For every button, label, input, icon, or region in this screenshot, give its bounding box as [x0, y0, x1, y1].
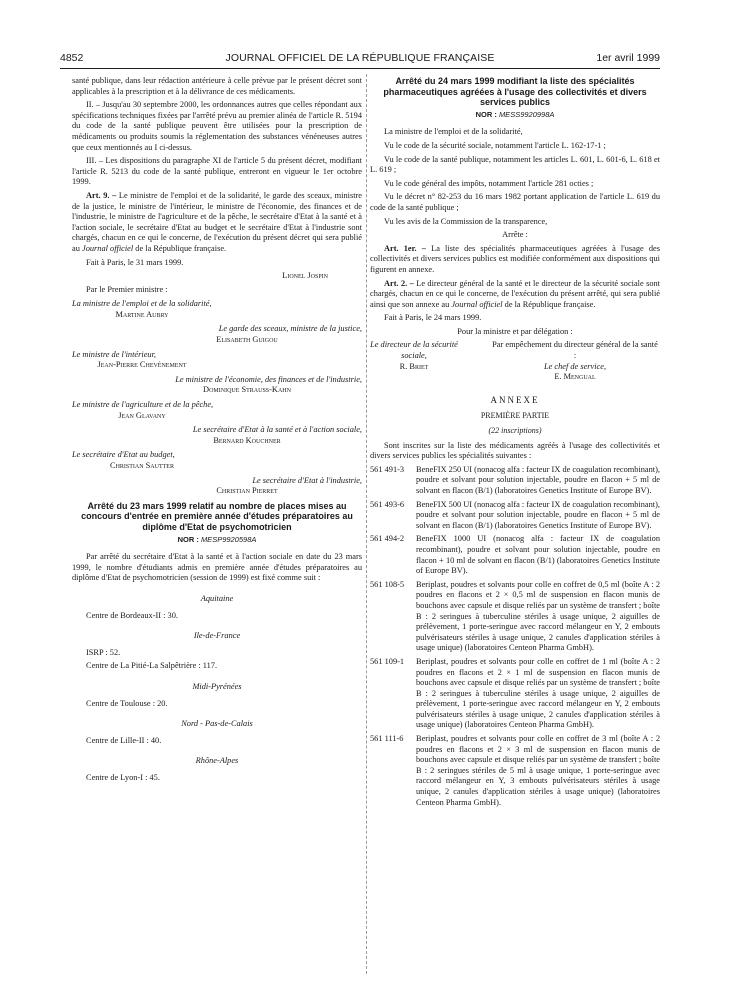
signature-block	[72, 324, 362, 345]
region-heading: Aquitaine	[200, 593, 234, 603]
medication-entry	[370, 580, 660, 654]
signature-role: Le ministre de l'agriculture et de la pêche,	[72, 400, 214, 410]
signature-name: Christian Pierret	[216, 486, 278, 496]
region-heading: Rhône-Alpes	[195, 756, 239, 766]
visa-line: La ministre de l'emploi et de la solidarité,	[384, 127, 523, 137]
signature-name: Christian Sautter	[110, 461, 174, 470]
signature-securite-sociale	[370, 340, 458, 382]
article-2	[370, 279, 660, 311]
signature-block	[72, 450, 362, 471]
signature-block	[72, 476, 362, 497]
medication-entry	[370, 657, 660, 731]
signature-role: Le ministre de l'économie, des finances et de l'industrie,	[175, 374, 362, 384]
signature-name: Jean Glavany	[118, 410, 166, 420]
part-heading: PREMIÈRE PARTIE	[480, 411, 550, 421]
centre-entry: Centre de Lille-II : 40.	[86, 735, 162, 745]
par-le-premier-ministre: Par le Premier ministre :	[86, 284, 168, 294]
medication-code: 561 108-5	[370, 579, 405, 589]
region-heading: Midi-Pyrénées	[192, 681, 242, 691]
signature-block	[72, 425, 362, 446]
article-2-end: de la République française.	[504, 299, 596, 309]
medication-code: 561 111-6	[370, 734, 404, 744]
visa-line: Vu le code de la sécurité sociale, notamment l'article L. 162-17-1 ;	[384, 140, 606, 150]
medication-description: Beriplast, poudres et solvants pour colle en coffret de 3 ml (boîte A : 2 poudres en flacons et 2 × 3 ml de suspension en flacon munis de bouchons avec capsule et disque reliés par un système de transfert ; boîte B : 2 seringues stériles de 5 ml à usage unique, 1 porte-seringue avec raccord mélangeur en Y, 3 embouts pulvérisateurs stériles à usage unique, 2 canules d'application stériles à usage unique) (laboratoires Centeon Pharma GmbH).	[416, 734, 660, 807]
article-1	[370, 244, 660, 276]
decree-2-nor	[72, 535, 362, 546]
visa-line: Vu le code général des impôts, notamment l'article 281 octies ;	[384, 178, 594, 188]
fait-a-paris: Fait à Paris, le 31 mars 1999.	[86, 257, 184, 267]
paragraph-ii: II. – Jusqu'au 30 septembre 2000, les ordonnances autres que celles répondant aux spécifications techniques fixées par l'arrêté prévu au premier alinéa de l'article R. 5194 du code de la santé publique peuvent être utilisées pour la prescription de médicaments ou produits soumis la réglementation des substances vénéneuses autres que ceux mentionnés au I ci-dessus.	[72, 100, 362, 152]
visas-list	[370, 127, 660, 227]
visa-line: Vu le décret n° 82-253 du 16 mars 1982 portant application de l'article L. 619 du code de la santé publique ;	[370, 192, 660, 212]
signature-block	[72, 299, 362, 320]
inscriptions-count: (22 inscriptions)	[488, 426, 542, 436]
region-heading: Nord - Pas-de-Calais	[181, 719, 253, 729]
paragraph-iii: III. – Les dispositions du paragraphe XI de l'article 5 du présent décret, modifiant l'article R. 5213 du code de la santé publique, entreront en vigueur le 1er octobre 1999.	[72, 156, 362, 187]
signature-name: Martine Aubry	[115, 309, 169, 319]
decree-3-signatures	[370, 340, 660, 382]
centre-entry: Centre de La Pitié-La Salpêtrière : 117.	[86, 661, 218, 671]
medication-code: 561 109-1	[370, 656, 405, 666]
medication-entry	[370, 534, 660, 576]
article-9-journal: Journal officiel	[81, 243, 134, 253]
centre-entry: Centre de Lyon-I : 45.	[86, 772, 160, 782]
par-delegation: Pour la ministre et par délégation :	[457, 326, 573, 336]
signature-role: Le ministre de l'intérieur,	[72, 349, 156, 359]
centre-entry: Centre de Bordeaux-II : 30.	[86, 610, 178, 620]
annex-intro: Sont inscrites sur la liste des médicaments agréés à l'usage des collectivités et divers services publics les spécialités suivantes :	[370, 440, 660, 461]
signature-2-name: E. Mengual	[554, 372, 596, 382]
visa-line: Vu le code de la santé publique, notamment les articles L. 601, L. 601-6, L. 618 et L. 619 ;	[370, 154, 660, 175]
article-9-end: de la République française.	[135, 243, 227, 253]
decree-3-nor-value: MESS9920998A	[498, 109, 555, 119]
decree-2-text: Par arrêté du secrétaire d'Etat à la santé et à l'action sociale en date du 23 mars 1999, le nombre d'étudiants admis en première année d'études préparatoires au diplôme d'Etat de psychomotricien (session de 1999) est fixé comme suit :	[72, 552, 362, 583]
article-1-label: Art. 1er. –	[384, 243, 426, 253]
header-rule	[60, 68, 660, 69]
medication-description: Beriplast, poudres et solvants pour colle en coffret de 1 ml (boîte A : 2 poudres en flacons et 2 × 1 ml de suspension en flacon munis de bouchons avec capsule et disque reliés par un système de transfert ; boîte B : 2 seringues à tuberculine stériles à usage unique, 2 aiguilles de prélèvement, 1 porte-seringue avec raccord mélangeur en Y, 2 embouts pulvérisateurs stériles à usage unique, 2 canules d'application stériles à usage unique) (laboratoires Centeon Pharma GmbH).	[416, 656, 660, 730]
right-column	[370, 76, 660, 811]
article-1-text: La liste des spécialités pharmaceutiques agréées à l'usage des collectivités et divers services publics est modifiée conformément aux dispositions qui figurent en annexe.	[370, 243, 661, 274]
fait-a-paris-2: Fait à Paris, le 24 mars 1999.	[384, 313, 482, 323]
signature-1-role: Le directeur de la sécurité sociale,	[370, 340, 458, 361]
prime-minister-signature: Lionel Jospin	[282, 271, 328, 281]
decree-2-nor-value: MESP9920598A	[200, 534, 257, 544]
decree-2-nor-label: NOR :	[177, 534, 199, 544]
annex-heading: ANNEXE	[490, 394, 540, 405]
article-2-journal: Journal officiel	[451, 299, 503, 309]
medication-entry	[370, 465, 660, 497]
signature-role: Le secrétaire d'Etat à l'industrie,	[252, 475, 362, 485]
journal-title: JOURNAL OFFICIEL DE LA RÉPUBLIQUE FRANÇAISE	[225, 52, 495, 64]
signature-1-name: R. Briet	[399, 361, 429, 371]
medication-description: Beriplast, poudres et solvants pour colle en coffret de 0,5 ml (boîte A : 2 poudres en flacons et 2 × 0,5 ml de suspension en flacon munis de bouchons avec capsule et disque reliés par un système de transfert ; boîte B : 2 seringues à tuberculine stériles à usage unique, 2 aiguilles de prélèvement, 1 porte-seringue avec raccord mélangeur en Y, 2 embouts pulvérisateurs stériles à usage unique, 2 canules d'application stériles à usage unique) (laboratoires Centeon Pharma GmbH).	[416, 579, 660, 653]
medication-code: 561 493-6	[370, 499, 405, 509]
region-heading: Ile-de-France	[193, 631, 241, 641]
medication-entry	[370, 734, 660, 808]
column-divider	[366, 74, 367, 974]
signature-block	[72, 350, 362, 371]
medication-code: 561 491-3	[370, 464, 405, 474]
signature-role: La ministre de l'emploi et de la solidarité,	[72, 299, 212, 309]
signature-name: Bernard Kouchner	[213, 435, 281, 445]
article-2-text: Le directeur général de la santé et le directeur de la sécurité sociale sont chargés, chacun en ce qui le concerne, de l'exécution du présent arrêté, qui sera publié ainsi que son annexe au	[370, 278, 660, 309]
signature-role: Le secrétaire d'Etat au budget,	[72, 450, 175, 460]
decree-3-nor	[370, 110, 660, 121]
signature-2-pre: Par empêchement du directeur général de la santé :	[492, 340, 658, 361]
signature-role: Le garde des sceaux, ministre de la justice,	[218, 324, 362, 334]
signature-role: Le secrétaire d'Etat à la santé et à l'action sociale,	[192, 425, 362, 435]
article-2-label: Art. 2. –	[384, 278, 414, 288]
medication-entry	[370, 500, 660, 532]
paragraph-continuation: santé publique, dans leur rédaction antérieure à celle prévue par le présent décret sont applicables à la prescription et à la délivrance de ces médicaments.	[72, 76, 362, 96]
decree-3-nor-label: NOR :	[475, 109, 497, 119]
signature-block	[72, 375, 362, 396]
signature-2-role: Le chef de service,	[543, 361, 607, 371]
medication-description: BeneFIX 500 UI (nonacog alfa : facteur IX de coagulation recombinant), poudre et solvant pour solution injectable, poudre en flacon + 5 ml de solvant en flacon (B/1) (laboratoires Genetics Institute of Europe BV).	[416, 499, 660, 530]
article-9-label: Art. 9. –	[86, 190, 117, 200]
centre-entry: Centre de Toulouse : 20.	[86, 698, 168, 708]
page-number: 4852	[60, 52, 84, 64]
signature-block	[72, 400, 362, 421]
page-header	[60, 52, 660, 68]
arrete-label: Arrête :	[502, 230, 528, 240]
signature-name: Elisabeth Guigou	[216, 335, 278, 345]
regions-list	[72, 594, 362, 784]
medication-code: 561 494-2	[370, 534, 405, 544]
signature-sante	[490, 340, 660, 382]
decree-3-title: Arrêté du 24 mars 1999 modifiant la liste des spécialités pharmaceutiques agréées à l'usage des collectivités et divers services publics	[383, 76, 647, 108]
article-9-text: Le ministre de l'emploi et de la solidarité, le garde des sceaux, ministre de la justice, le ministre de l'intérieur, le ministre de l'économie, des finances et de l'industrie, le ministre de l'agriculture et de la pêche, le secrétaire d'Etat à la santé et à l'action sociale, le secrétaire d'Etat au budget et le secrétaire d'Etat à l'industrie sont chargés, chacun en ce qui le concerne, de l'exécution du présent décret qui sera publié au	[72, 190, 363, 253]
decree-2-title: Arrêté du 23 mars 1999 relatif au nombre de places mises au concours d'entrée en première année d'études préparatoires au diplôme d'Etat de psychomotricien	[81, 500, 353, 532]
medication-list	[370, 465, 660, 808]
left-column	[72, 76, 362, 786]
centre-entry: ISRP : 52.	[86, 647, 121, 657]
minister-signatures	[72, 299, 362, 497]
medication-description: BeneFIX 1000 UI (nonacog alfa : facteur IX de coagulation recombinant), poudre et solvant pour solution injectable, poudre en flacon + 10 ml de solvant en flacon (B/1) (laboratoires Genetics Institute of Europe BV).	[416, 534, 660, 576]
visa-line: Vu les avis de la Commission de la transparence,	[384, 216, 548, 226]
medication-description: BeneFIX 250 UI (nonacog alfa : facteur IX de coagulation recombinant), poudre et solvant pour solution injectable, poudre en flacon + 5 ml de solvant en flacon (B/1) (laboratoires Genetics Institute of Europe BV).	[416, 464, 660, 495]
article-9	[72, 191, 362, 255]
issue-date: 1er avril 1999	[596, 52, 660, 64]
signature-name: Dominique Strauss-Kahn	[203, 385, 291, 395]
signature-name: Jean-Pierre Chevènement	[97, 360, 187, 370]
